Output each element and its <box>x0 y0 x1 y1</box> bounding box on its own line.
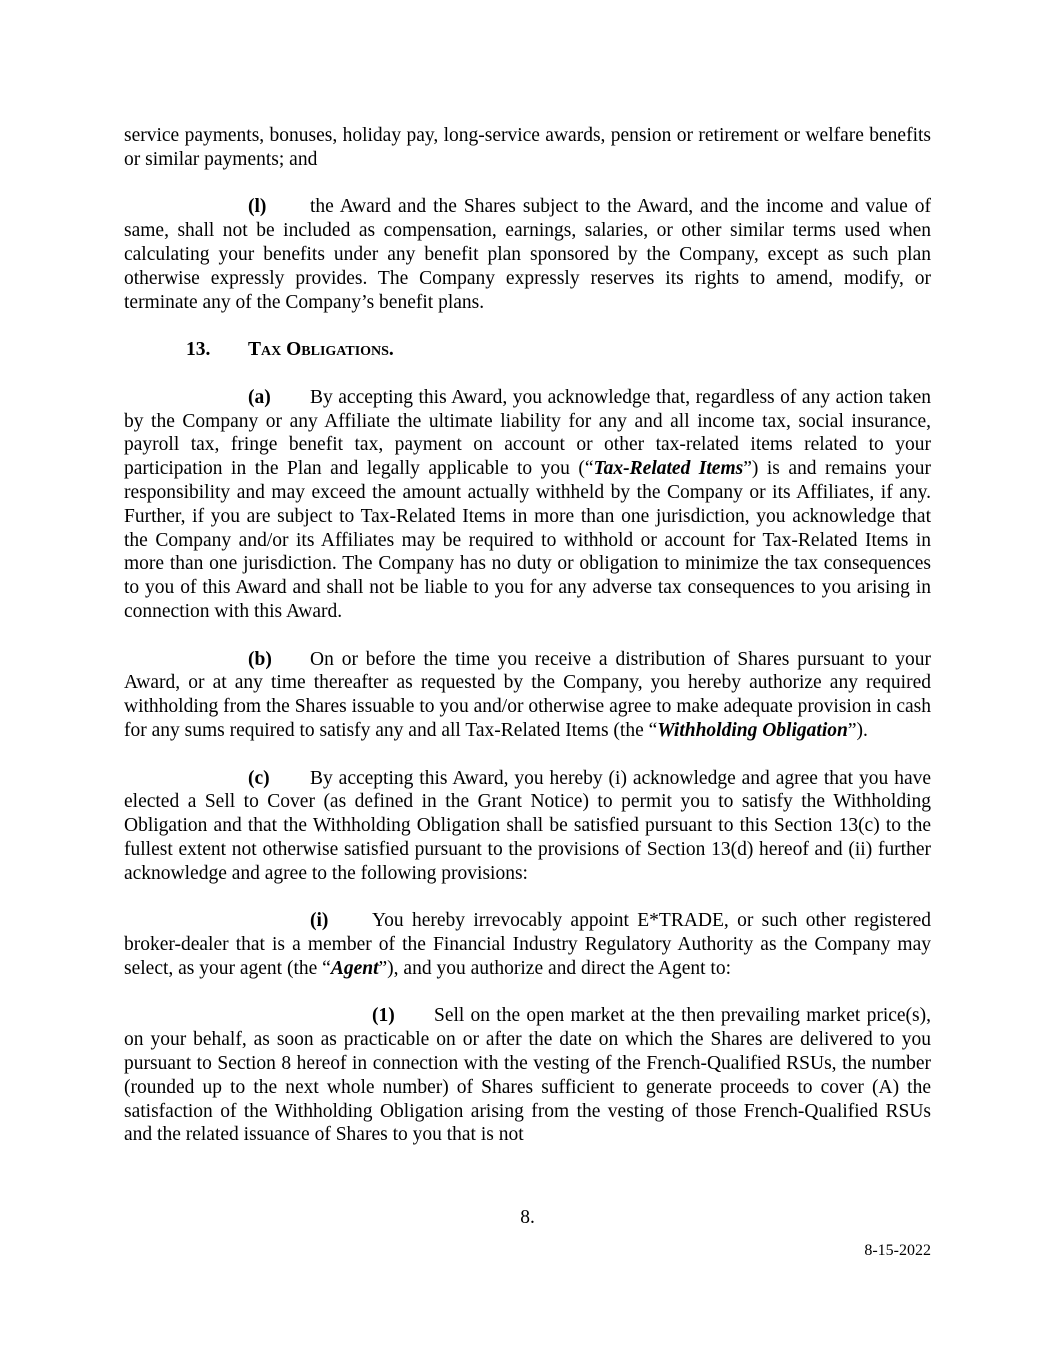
paragraph-c: (c) By accepting this Award, you hereby (i) acknowledge and agree that you have elected a Sell to Cover (as defined in the Grant Notice) to permit you to satisfy the Withholding Obligation and that the Withholding Obligation shall be satisfied pursuant to this Section 13(c) to the fullest extent not otherwise satisfied pursuant to the provisions of Section 13(d) hereof and (ii) further acknowledge and agree to the following provisions: <box>124 767 931 884</box>
defined-term: Withholding Obligation <box>657 719 848 741</box>
paragraph-label: (i) <box>310 910 329 932</box>
footer-date: 8-15-2022 <box>864 1242 931 1259</box>
page-number: 8. <box>520 1207 535 1228</box>
paragraph-label: (a) <box>248 386 271 408</box>
defined-term: Agent <box>330 957 379 979</box>
paragraph-label: (b) <box>248 648 272 670</box>
defined-term: Tax-Related Items <box>593 458 744 480</box>
paragraph-a: (a) By accepting this Award, you acknowledge that, regardless of any action taken by the Company or any Affiliate the ultimate liability for any and all income tax, social insurance, payroll tax, fringe benefit tax, payment on account or other tax-related items related to your participation in the Plan and legally applicable to you (“Tax-Related Items”) is and remains your responsibility and may exceed the amount actually withheld by the Company or its Affiliates, if any. Further, if you are subject to Tax-Related Items in more than one jurisdiction, you acknowledge that the Company and/or its Affiliates may be required to withhold or account for Tax-Related Items in more than one jurisdiction. The Company has no duty or obligation to minimize the tax consequences to you of this Award and shall not be liable to you for any adverse tax consequences to you arising in connection with this Award. <box>124 386 931 622</box>
section-number: 13. <box>186 339 211 361</box>
paragraph-i: (i) You hereby irrevocably appoint E*TRADE, or such other registered broker-dealer that is a member of the Financial Industry Regulatory Authority as the Company may select, as your agent (the “Agent”), and you authorize and direct the Agent to: <box>124 910 931 979</box>
paragraph-b: (b) On or before the time you receive a distribution of Shares pursuant to your Award, or at any time thereafter as requested by the Company, you hereby authorize any required withholding from the Shares issuable to you and/or otherwise agree to make adequate provision in cash for any sums required to satisfy any and all Tax-Related Items (the “Withholding Obligation”). <box>124 648 931 741</box>
document-page <box>124 124 931 1147</box>
section-title: Tax Obligations. <box>248 339 394 361</box>
paragraph-label: (l) <box>248 196 267 218</box>
paragraph-l: (l) the Award and the Shares subject to the Award, and the income and value of same, shall not be included as compensation, earnings, salaries, or other similar terms used when calculating your benefits under any benefit plan sponsored by the Company, except as such plan otherwise expressly provides. The Company expressly reserves its rights to amend, modify, or terminate any of the Company’s benefit plans. <box>124 196 931 313</box>
section-heading <box>124 338 931 362</box>
paragraph-label: (1) <box>372 1005 395 1027</box>
paragraph-label: (c) <box>248 767 270 789</box>
paragraph-k-continuation: service payments, bonuses, holiday pay, long-service awards, pension or retirement or welfare benefits or similar payments; and <box>124 125 931 170</box>
paragraph-1: (1) Sell on the open market at the then prevailing market price(s), on your behalf, as soon as practicable on or after the date on which the Shares are delivered to you pursuant to Section 8 hereof in connection with the vesting of the French-Qualified RSUs, the number (rounded up to the next whole number) of Shares sufficient to generate proceeds to cover (A) the satisfaction of the Withholding Obligation arising from the vesting of those French-Qualified RSUs and the related issuance of Shares to you that is not <box>124 1005 931 1146</box>
